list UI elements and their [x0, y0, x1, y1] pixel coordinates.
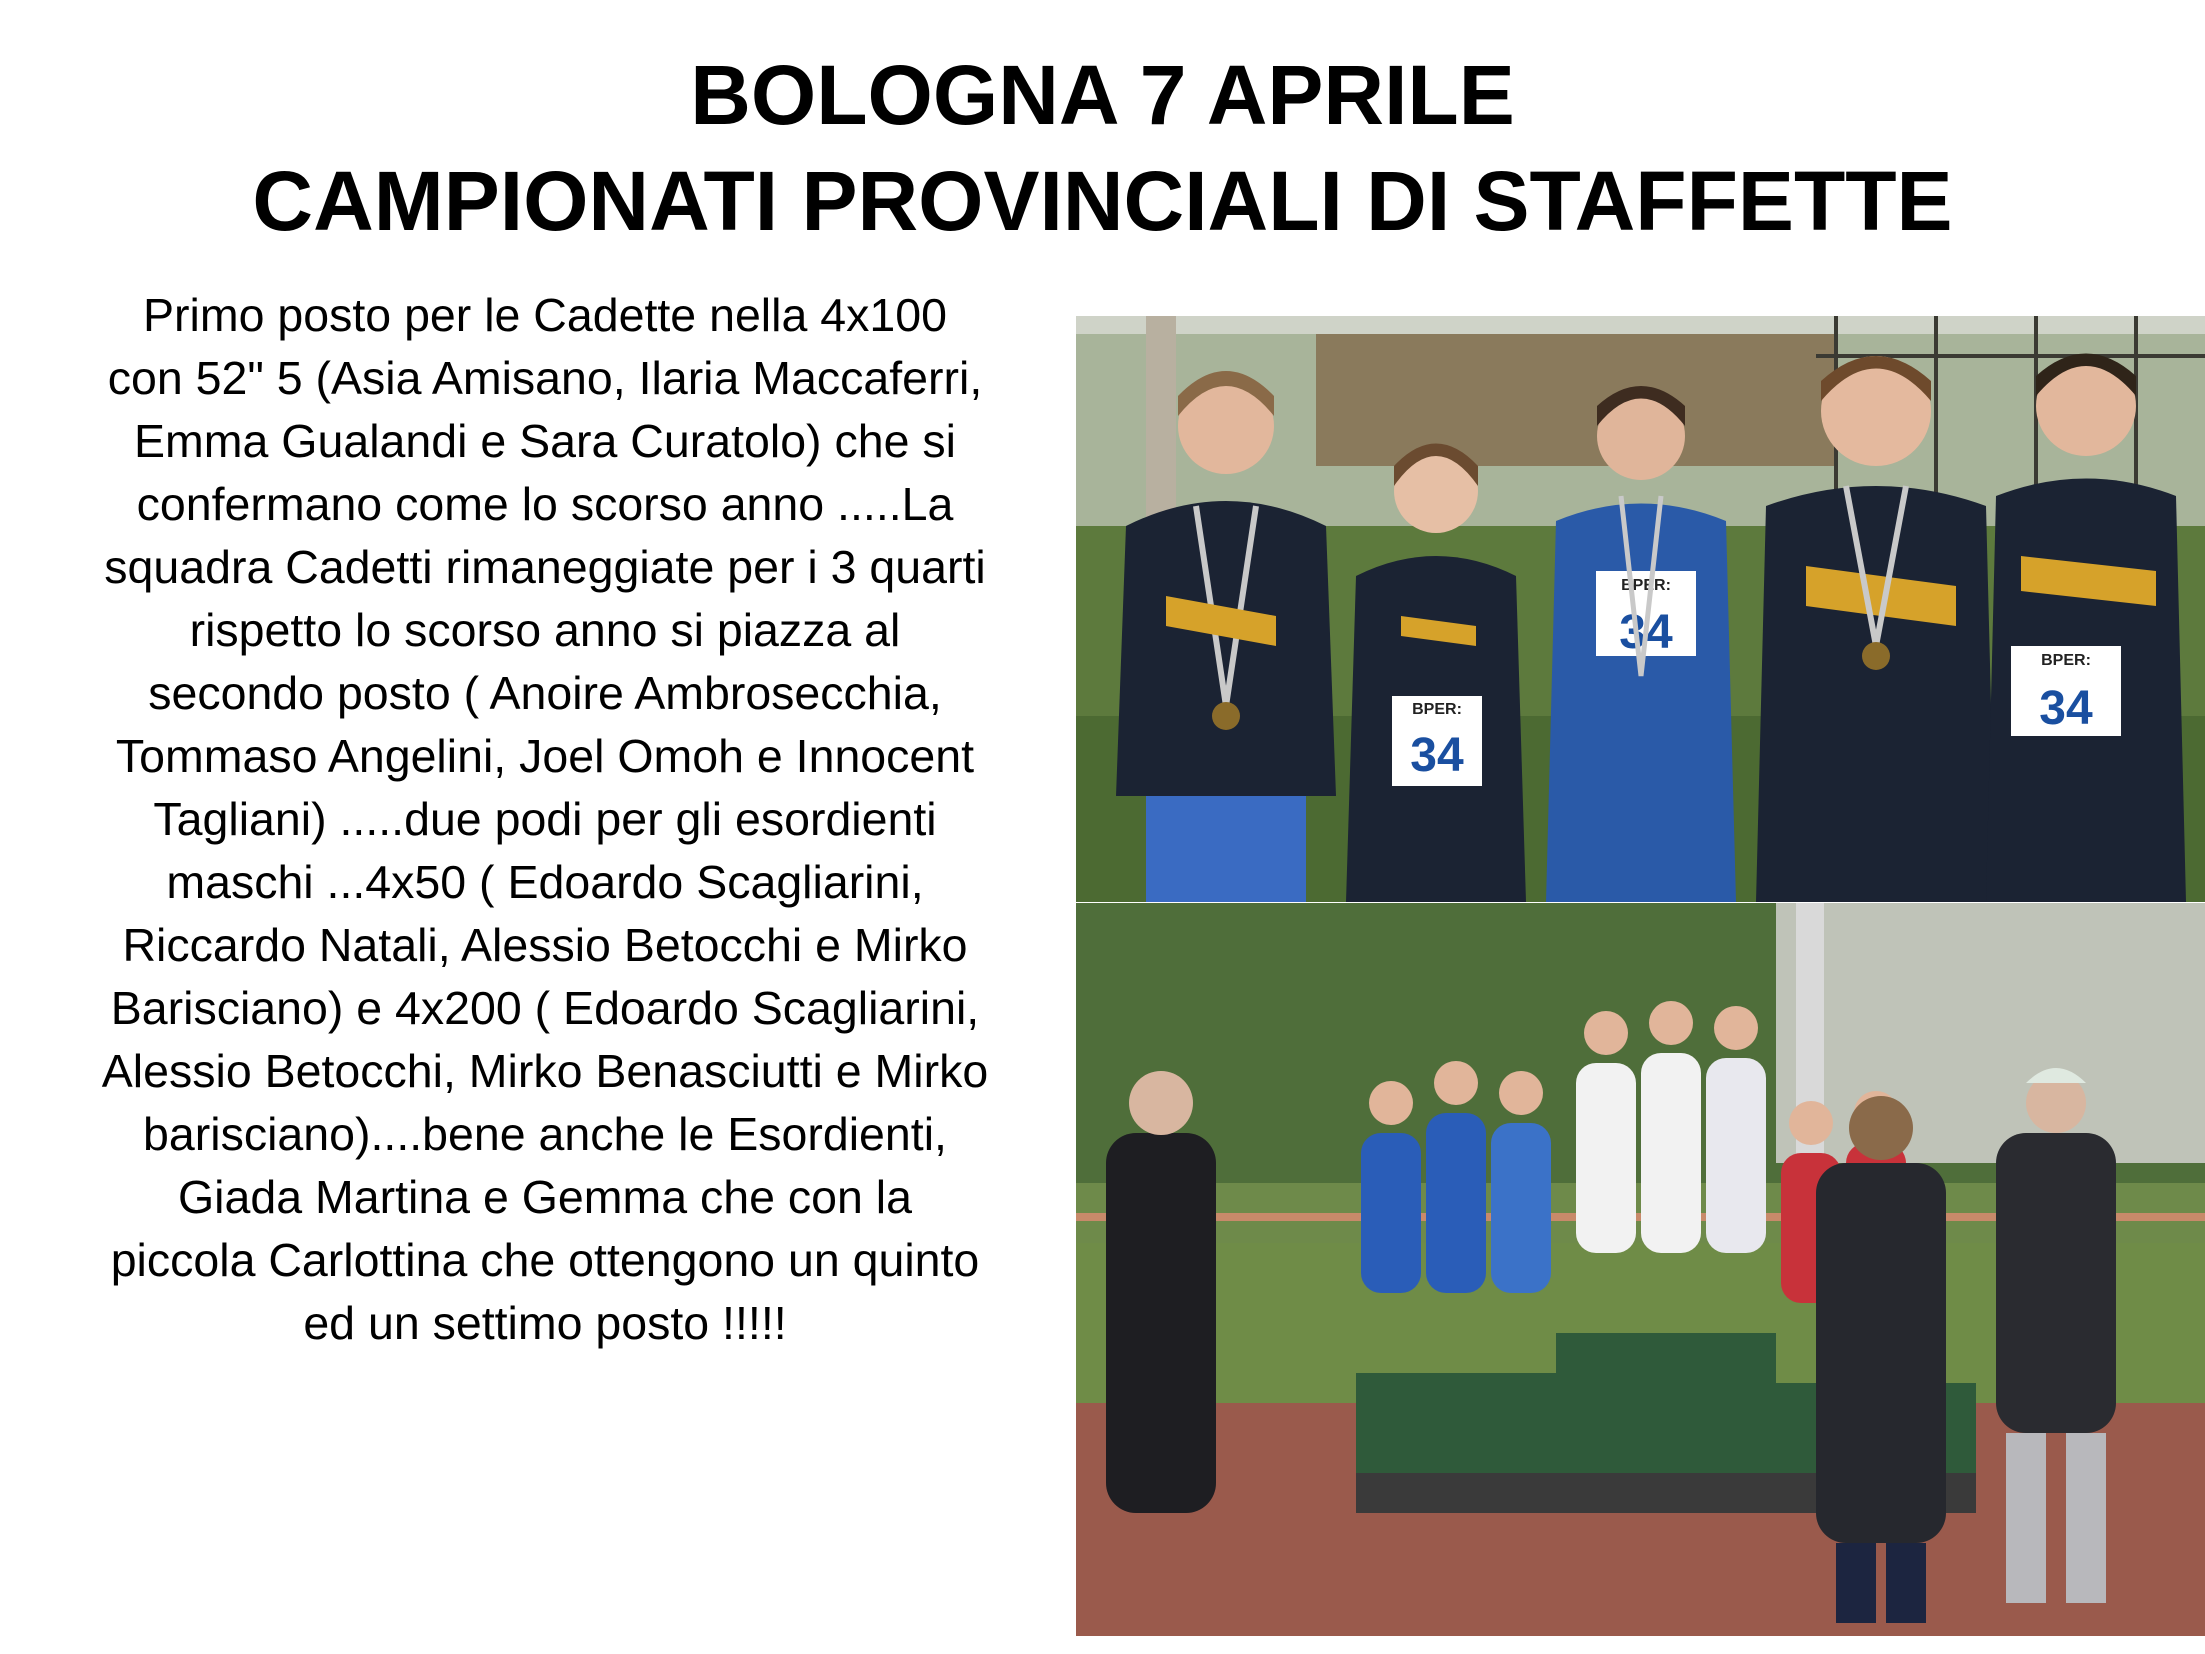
bib-number-5: 34: [2039, 682, 2093, 735]
athletes-blue: [1361, 1061, 1551, 1293]
bib-sponsor-2: BPER:: [1412, 701, 1462, 718]
bib-sponsor-5: BPER:: [2041, 652, 2091, 669]
bib-sponsor-3: BPER:: [1621, 577, 1671, 594]
page-title: [0, 42, 2205, 254]
photo-podium-ceremony: [1076, 903, 2205, 1636]
photo-cadetti-illustration: [1076, 316, 2205, 902]
bib-number-3: 34: [1619, 606, 1673, 659]
photo-cadetti-team: [1076, 316, 2205, 902]
article-text: Primo posto per le Cadette nella 4x100 con 52" 5 (Asia Amisano, Ilaria Maccaferri, Emma Gualandi e Sara Curatolo) che si confermano come lo scorso anno .....La squadra Cadetti rimaneggiate per i 3 quarti rispetto lo scorso anno si piazza al secondo posto ( Anoire Ambrosecchia, Tommaso Angelini, Joel Omoh e Innocent Tagliani) .....due podi per gli esordienti maschi ...4x50 ( Edoardo Scagliarini, Riccardo Natali, Alessio Betocchi e Mirko Barisciano) e 4x200 ( Edoardo Scagliarini, Alessio Betocchi, Mirko Benasciutti e Mirko barisciano)....bene anche le Esordienti, Giada Martina e Gemma che con la piccola Carlottina che ottengono un quinto ed un settimo posto !!!!!: [101, 289, 989, 1349]
photo-podium-illustration: [1076, 903, 2205, 1636]
title-line-1: BOLOGNA 7 APRILE: [690, 48, 1515, 142]
title-line-2: CAMPIONATI PROVINCIALI DI STAFFETTE: [252, 154, 1953, 248]
athletes-white: [1576, 1001, 1766, 1253]
bib-number-2: 34: [1410, 729, 1464, 782]
